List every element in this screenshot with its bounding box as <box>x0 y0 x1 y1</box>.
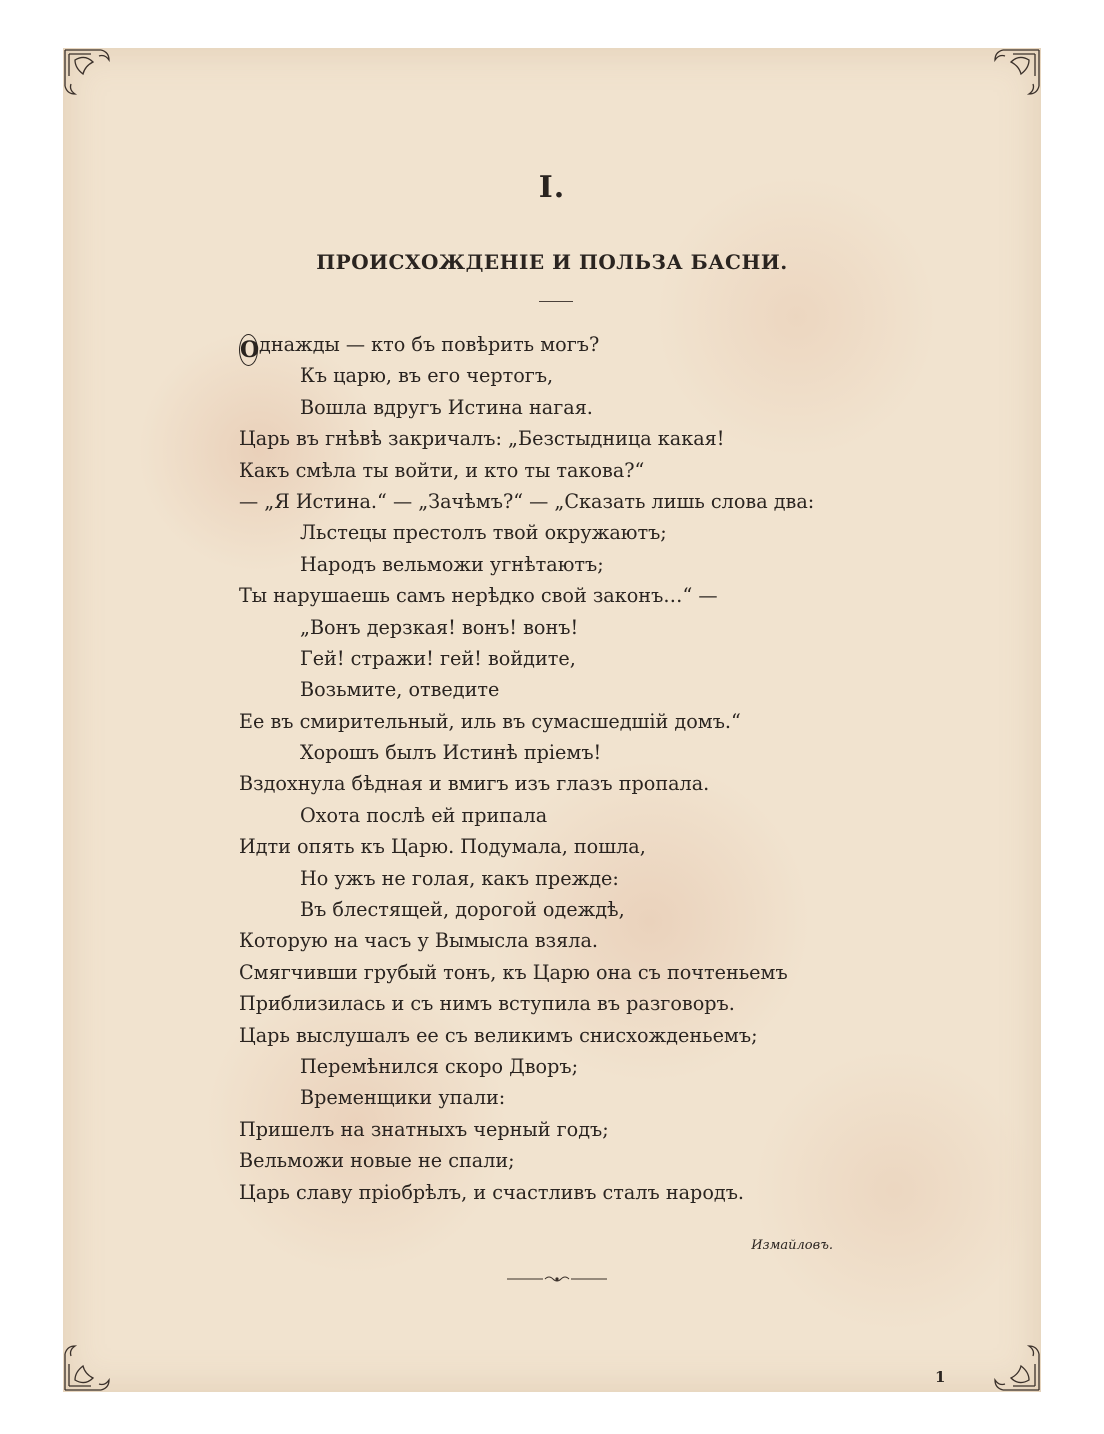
poem-line: Льстецы престолъ твой окружаютъ; <box>300 521 667 545</box>
poem-line: Приблизилась и съ нимъ вступила въ разговоръ. <box>239 992 735 1016</box>
poem-line: Временщики упали: <box>300 1086 506 1110</box>
poem-line: Идти опять къ Царю. Подумала, пошла, <box>239 835 646 859</box>
poem-line: Которую на часъ у Вымысла взяла. <box>239 929 598 953</box>
poem-line: Какъ смѣла ты войти, и кто ты такова?“ <box>239 458 645 482</box>
title-divider <box>539 301 573 302</box>
corner-ornament-bottom-right <box>985 1336 1043 1394</box>
book-page <box>63 48 1041 1392</box>
poem-line: Ее въ смирительный, иль въ сумасшедшій домъ.“ <box>239 709 741 733</box>
poem-line: Царь въ гнѣвѣ закричалъ: „Безстыдница какая! <box>239 427 725 451</box>
poem-line: Вздохнула бѣдная и вмигъ изъ глазъ пропала. <box>239 772 710 796</box>
poem-line: „Вонъ дерзкая! вонъ! вонъ! <box>300 615 579 639</box>
poem-line: Царь выслушалъ ее съ великимъ снисхожденьемъ; <box>239 1023 758 1047</box>
poem-line: Смягчивши грубый тонъ, къ Царю она съ почтеньемъ <box>239 960 788 984</box>
page-number: 1 <box>935 1368 946 1386</box>
poem-line: Вельможи новые не спали; <box>239 1149 515 1173</box>
poem-line: О днажды — кто бъ повѣрить могъ? <box>239 329 959 360</box>
poem-line: Но ужъ не голая, какъ прежде: <box>300 866 619 890</box>
end-ornament <box>507 1274 607 1284</box>
chapter-number: I. <box>538 170 566 205</box>
poem-line: Народъ вельможи угнѣтаютъ; <box>300 552 604 576</box>
poem-line: Возьмите, отведите <box>300 678 500 702</box>
poem-line: Гей! стражи! гей! войдите, <box>300 646 576 670</box>
poem-line: Въ блестящей, дорогой одеждѣ, <box>300 898 625 922</box>
chapter-title: ПРОИСХОЖДЕНІЕ И ПОЛЬЗА БАСНИ. <box>316 250 788 274</box>
corner-ornament-top-right <box>985 46 1043 104</box>
poem-line: Вошла вдругъ Истина нагая. <box>300 395 593 419</box>
author-signature: Измайловъ. <box>751 1238 833 1253</box>
poem-line: Пришелъ на знатныхъ черный годъ; <box>239 1117 609 1141</box>
poem-text <box>239 329 959 1208</box>
poem-line: Къ царю, въ его чертогъ, <box>300 364 554 388</box>
poem-line: — „Я Истина.“ — „Зачѣмъ?“ — „Сказать лишь слова два: <box>239 489 815 513</box>
poem-line: Хорошъ былъ Истинѣ пріемъ! <box>300 741 602 765</box>
poem-line: Перемѣнился скоро Дворъ; <box>300 1054 579 1078</box>
poem-line: Ты нарушаешь самъ нерѣдко свой законъ…“ — <box>239 584 718 608</box>
corner-ornament-bottom-left <box>61 1336 119 1394</box>
poem-line: Охота послѣ ей припала <box>300 803 548 827</box>
drop-cap: О <box>239 334 258 366</box>
poem-line: Царь славу пріобрѣлъ, и счастливъ сталъ народъ. <box>239 1180 745 1204</box>
corner-ornament-top-left <box>61 46 119 104</box>
